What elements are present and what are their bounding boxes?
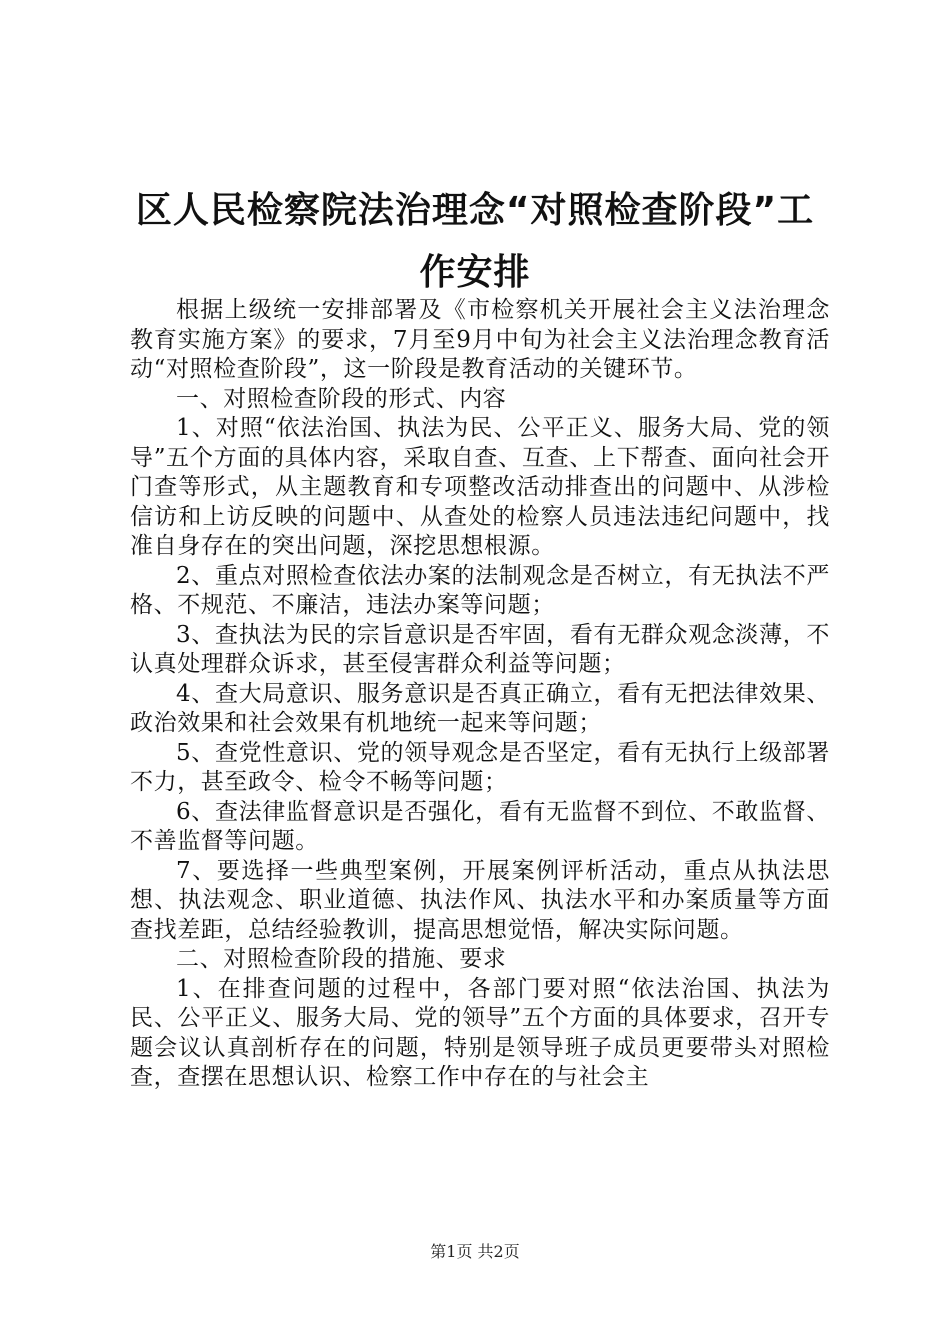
paragraph-item-4: 4、查大局意识、服务意识是否真正确立，看有无把法律效果、政治效果和社会效果有机地统一起来等问题； — [130, 680, 830, 736]
section-heading-2: 二、对照检查阶段的措施、要求 — [176, 946, 507, 972]
section-heading-1: 一、对照检查阶段的形式、内容 — [176, 385, 507, 412]
paragraph-item-2: 2、重点对照检查依法办案的法制观念是否树立，有无执法不严格、不规范、不廉洁，违法办案等问题； — [130, 562, 830, 618]
paragraph-item-7: 7、要选择一些典型案例，开展案例评析活动，重点从执法思想、执法观念、职业道德、执法作风、执法水平和办案质量等方面查找差距，总结经验教训，提高思想觉悟，解决实际问题。 — [130, 857, 830, 943]
page-footer: 第1页 共2页 — [430, 1242, 520, 1261]
paragraph-intro: 根据上级统一安排部署及《市检察机关开展社会主义法治理念教育实施方案》的要求，7月至9月中旬为社会主义法治理念教育活动“对照检查阶段”，这一阶段是教育活动的关键环节。 — [130, 297, 830, 382]
paragraph-item-3: 3、查执法为民的宗旨意识是否牢固，看有无群众观念淡薄，不认真处理群众诉求，甚至侵害群众利益等问题； — [130, 621, 830, 677]
paragraph-item-5: 5、查党性意识、党的领导观念是否坚定，看有无执行上级部署不力，甚至政令、检令不畅等问题； — [130, 739, 830, 795]
document-body — [130, 296, 830, 1093]
paragraph-item-1: 1、对照“依法治国、执法为民、公平正义、服务大局、党的领导”五个方面的具体内容，采取自查、互查、上下帮查、面向社会开门查等形式，从主题教育和专项整改活动排查出的问题中、从涉检信访和上访反映的问题中、从查处的检察人员违法违纪问题中，找准自身存在的突出问题，深挖思想根源。 — [130, 415, 830, 559]
paragraph-measure-1: 1、在排查问题的过程中，各部门要对照“依法治国、执法为民、公平正义、服务大局、党的领导”五个方面的具体要求，召开专题会议认真剖析存在的问题，特别是领导班子成员更要带头对照检查，查摆在思想认识、检察工作中存在的与社会主 — [130, 975, 830, 1090]
document-title: 区人民检察院法治理念“对照检查阶段”工作安排 — [135, 190, 815, 293]
paragraph-item-6: 6、查法律监督意识是否强化，看有无监督不到位、不敢监督、不善监督等问题。 — [130, 798, 830, 854]
